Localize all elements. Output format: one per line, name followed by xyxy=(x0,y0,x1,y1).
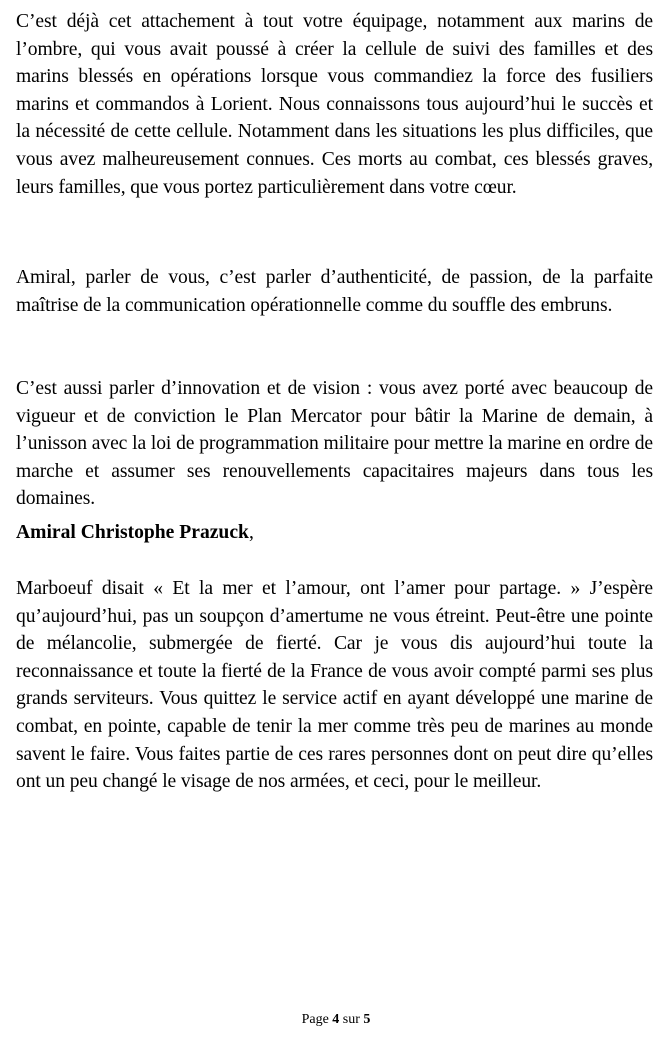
paragraph-marboeuf: Marboeuf disait « Et la mer et l’amour, ont l’amer pour partage. » J’espère qu’aujourd’hui, pas un soupçon d’amertume ne vous étreint. Peut-être une pointe de mélancolie, submergée de fierté. Car je vous dis aujourd’hui toute la reconnaissance et toute la fierté de la France de vous avoir compté parmi ses plus grands serviteurs. Vous quittez le service actif en ayant développé une marine de combat, en pointe, capable de tenir la mer comme très peu de marines au monde savent le faire. Vous faites partie de ces rares personnes dont on peut dire qu’elles ont un peu changé le visage de nos armées, et ceci, pour le meilleur. xyxy=(16,578,653,793)
paragraph-equipage: C’est déjà cet attachement à tout votre équipage, notamment aux marins de l’ombre, qui vous avait poussé à créer la cellule de suivi des familles et des marins blessés en opérations lorsque vous commandiez la force des fusiliers marins et commandos à Lorient. Nous connaissons tous aujourd’hui le succès et la nécessité de cette cellule. Notamment dans les situations les plus difficiles, que vous avez malheureusement connues. Ces morts au combat, ces blessés graves, leurs familles, que vous portez particulièrement dans votre cœur. xyxy=(16,11,653,198)
footer-page-label: Page xyxy=(301,1012,329,1027)
salutation-name: Amiral Christophe Prazuck xyxy=(16,522,249,543)
paragraph-authenticite: Amiral, parler de vous, c’est parler d’authenticité, de passion, de la parfaite maîtrise de la communication opérationnelle comme du souffle des embruns. xyxy=(16,267,653,316)
footer-of-label: sur xyxy=(342,1012,360,1027)
page-footer xyxy=(0,1010,672,1030)
salutation-punctuation: , xyxy=(248,522,254,543)
footer-current-page: 4 xyxy=(332,1012,340,1027)
paragraph-innovation: C’est aussi parler d’innovation et de vision : vous avez porté avec beaucoup de vigueur et de conviction le Plan Mercator pour bâtir la Marine de demain, à l’unisson avec la loi de programmation militaire pour mettre la marine en ordre de marche et assumer ses renouvellements capacitaires majeurs dans tous les domaines. xyxy=(16,378,653,510)
salutation-heading xyxy=(16,519,653,547)
footer-total-pages: 5 xyxy=(363,1012,371,1027)
